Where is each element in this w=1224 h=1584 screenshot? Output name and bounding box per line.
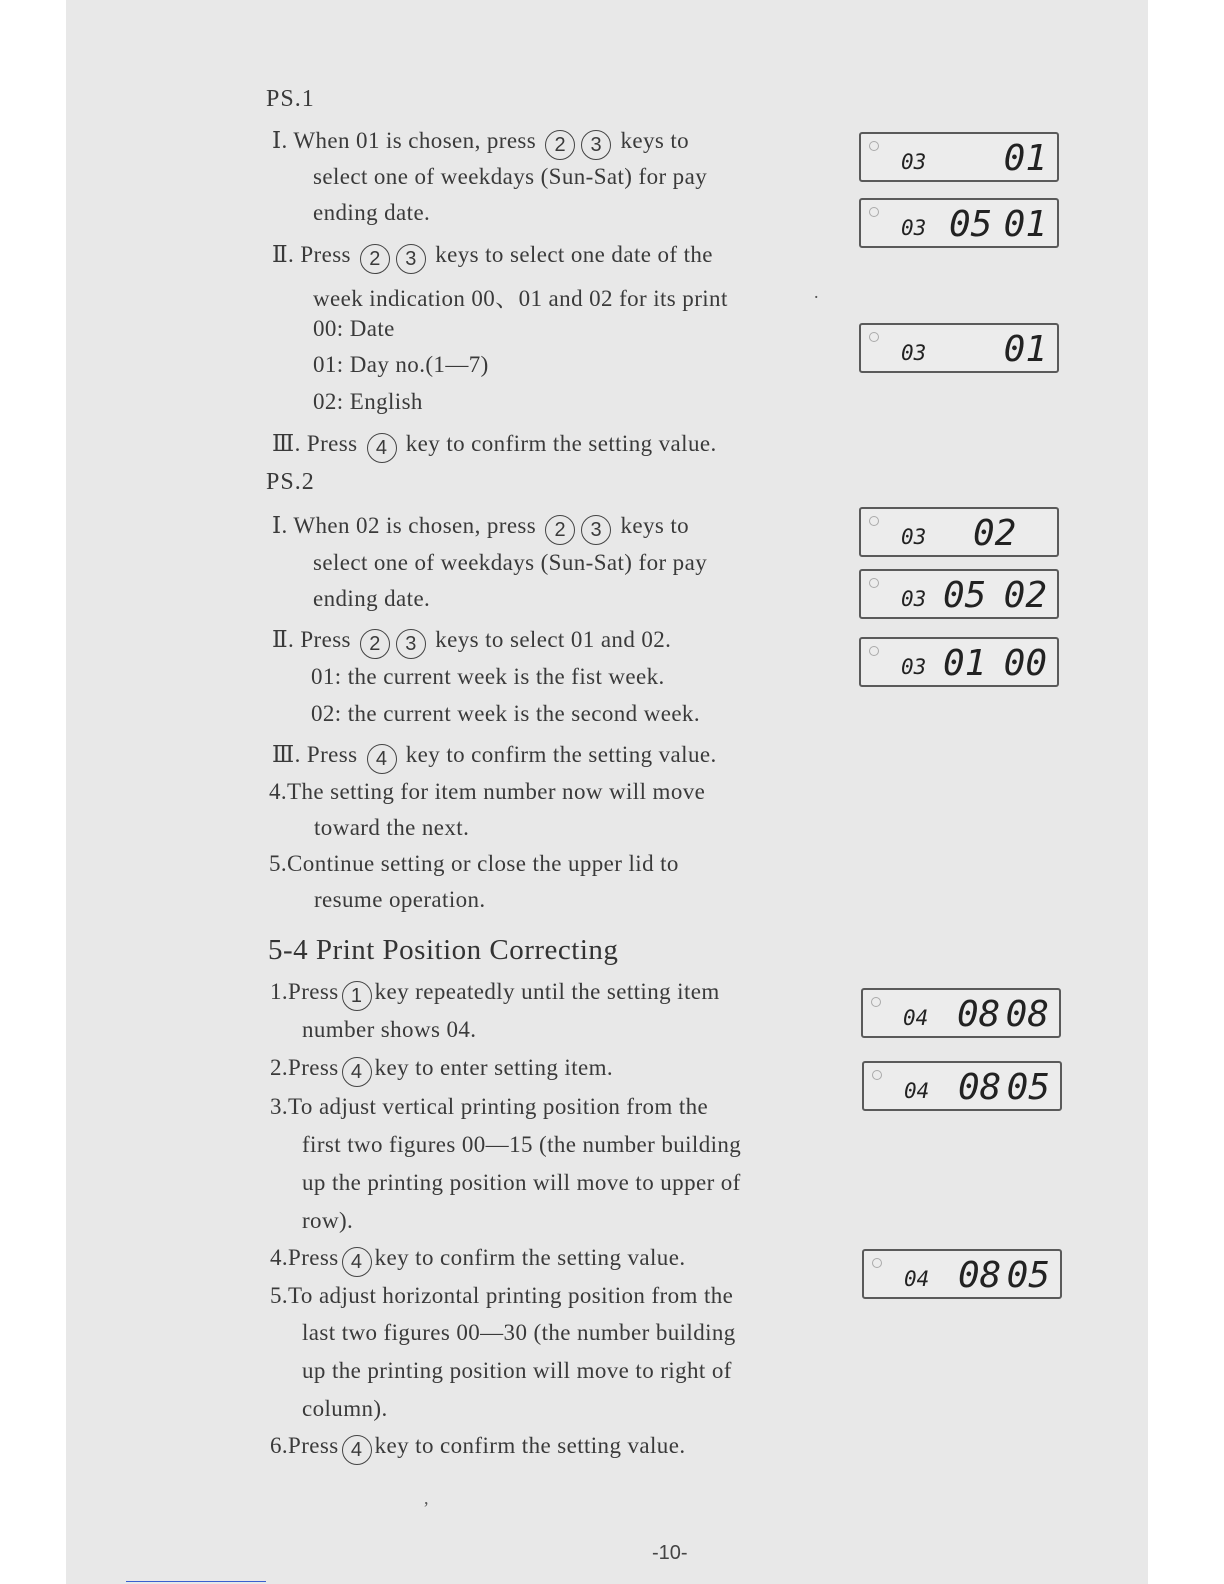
key-3-icon: 3 xyxy=(396,629,426,659)
key-2-icon: 2 xyxy=(360,244,390,274)
key-4-icon: 4 xyxy=(367,433,397,463)
lcd-value-1: 02 xyxy=(973,513,1017,554)
lcd-display xyxy=(859,507,1059,557)
step-text: key repeatedly until the setting item xyxy=(374,979,720,1004)
key-2-icon: 2 xyxy=(545,515,575,545)
section-step-5-line3: up the printing position will move to right of xyxy=(302,1358,732,1383)
ps2-step-5-line2: resume operation. xyxy=(314,887,486,912)
step-number: Ⅱ. xyxy=(272,242,295,267)
lcd-display xyxy=(859,132,1059,182)
step-text: 1.Press xyxy=(270,979,339,1004)
lcd-display xyxy=(859,323,1059,373)
lcd-item-number: 04 xyxy=(904,1079,930,1103)
indicator-dot-icon xyxy=(869,578,879,588)
lcd-display xyxy=(862,1061,1062,1111)
step-text: key to enter setting item. xyxy=(374,1055,614,1080)
lcd-value-2: 01 xyxy=(1003,329,1047,370)
ps1-step-1-line2: select one of weekdays (Sun-Sat) for pay xyxy=(313,164,708,189)
lcd-display xyxy=(861,988,1061,1038)
lcd-value-2: 05 xyxy=(1006,1067,1050,1108)
lcd-item-number: 03 xyxy=(901,216,927,240)
key-3-icon: 3 xyxy=(581,515,611,545)
key-4-icon: 4 xyxy=(367,744,397,774)
key-4-icon: 4 xyxy=(342,1435,372,1465)
ps2-step-4: 4.The setting for item number now will move xyxy=(269,779,706,804)
key-1-icon: 1 xyxy=(342,981,372,1011)
link-underline xyxy=(126,1581,266,1582)
key-4-icon: 4 xyxy=(342,1057,372,1087)
stray-mark: , xyxy=(424,1488,429,1508)
indicator-dot-icon xyxy=(869,141,879,151)
section-step-5: 5.To adjust horizontal printing position from the xyxy=(270,1283,734,1308)
lcd-value-2: 02 xyxy=(1003,575,1047,616)
step-text: 6.Press xyxy=(270,1433,339,1458)
ps2-option-01: 01: the current week is the fist week. xyxy=(311,664,665,689)
ps1-step-2 xyxy=(272,242,713,274)
ps2-step-1 xyxy=(272,513,689,545)
lcd-value-2: 01 xyxy=(1003,138,1047,179)
step-text: Press xyxy=(300,242,351,267)
lcd-value-1: 01 xyxy=(943,643,987,684)
section-step-4 xyxy=(270,1245,685,1277)
lcd-item-number: 03 xyxy=(901,525,927,549)
step-text: keys to xyxy=(620,128,690,153)
ps2-step-5: 5.Continue setting or close the upper lid to xyxy=(269,851,679,876)
lcd-item-number: 03 xyxy=(901,341,927,365)
lcd-value-1: 05 xyxy=(949,204,993,245)
ps1-step-1 xyxy=(272,128,689,160)
key-2-icon: 2 xyxy=(360,629,390,659)
ps2-title: PS.2 xyxy=(266,469,315,495)
ps2-step-1-line2: select one of weekdays (Sun-Sat) for pay xyxy=(313,550,708,575)
step-text: keys to xyxy=(620,513,690,538)
step-text: key to confirm the setting value. xyxy=(374,1245,686,1270)
section-step-5-line4: column). xyxy=(302,1396,388,1421)
section-step-3-line4: row). xyxy=(302,1208,354,1233)
step-number: Ⅲ. xyxy=(272,742,301,767)
ps1-step-1-line3: ending date. xyxy=(313,200,431,225)
lcd-display xyxy=(859,569,1059,619)
ps1-option-01: 01: Day no.(1—7) xyxy=(313,352,489,377)
section-step-6 xyxy=(270,1433,685,1465)
lcd-value-2: 08 xyxy=(1005,994,1049,1035)
stray-mark: . xyxy=(814,282,819,302)
ps2-step-1-line3: ending date. xyxy=(313,586,431,611)
lcd-value-1: 08 xyxy=(958,1067,1002,1108)
section-step-2 xyxy=(270,1055,613,1087)
section-step-3-line2: first two figures 00—15 (the number building xyxy=(302,1132,742,1157)
lcd-value-1: 08 xyxy=(958,1255,1002,1296)
lcd-value-2: 05 xyxy=(1006,1255,1050,1296)
step-text: keys to select 01 and 02. xyxy=(435,627,672,652)
section-step-5-line2: last two figures 00—30 (the number building xyxy=(302,1320,736,1345)
lcd-value-2: 00 xyxy=(1003,643,1047,684)
lcd-value-2: 01 xyxy=(1003,204,1047,245)
step-text: 4.Press xyxy=(270,1245,339,1270)
key-4-icon: 4 xyxy=(342,1247,372,1277)
lcd-display xyxy=(859,198,1059,248)
step-text: Press xyxy=(306,431,358,456)
step-text: key to confirm the setting value. xyxy=(405,742,717,767)
ps2-step-2 xyxy=(272,627,671,659)
section-step-3-line3: up the printing position will move to upper of xyxy=(302,1170,741,1195)
key-3-icon: 3 xyxy=(396,244,426,274)
ps2-option-02: 02: the current week is the second week. xyxy=(311,701,700,726)
lcd-item-number: 03 xyxy=(901,587,927,611)
lcd-item-number: 04 xyxy=(904,1267,930,1291)
indicator-dot-icon xyxy=(872,1070,882,1080)
indicator-dot-icon xyxy=(869,516,879,526)
step-text: Press xyxy=(300,627,351,652)
indicator-dot-icon xyxy=(869,646,879,656)
key-2-icon: 2 xyxy=(545,130,575,160)
step-text: 2.Press xyxy=(270,1055,339,1080)
step-number: Ⅲ. xyxy=(272,431,301,456)
ps1-step-3 xyxy=(272,431,717,463)
step-number: Ⅰ. xyxy=(272,128,288,153)
step-text: key to confirm the setting value. xyxy=(374,1433,686,1458)
lcd-display xyxy=(862,1249,1062,1299)
page-number: -10- xyxy=(652,1542,688,1564)
key-3-icon: 3 xyxy=(581,130,611,160)
ps1-step-2-line2: week indication 00、01 and 02 for its print xyxy=(313,286,728,311)
step-number: Ⅰ. xyxy=(272,513,288,538)
ps2-step-3 xyxy=(272,742,717,774)
step-text: Press xyxy=(306,742,358,767)
section-step-1-line2: number shows 04. xyxy=(302,1017,477,1042)
section-heading: 5-4 Print Position Correcting xyxy=(268,934,619,966)
indicator-dot-icon xyxy=(869,207,879,217)
ps1-title: PS.1 xyxy=(266,86,315,112)
lcd-value-1: 08 xyxy=(957,994,1001,1035)
step-number: Ⅱ. xyxy=(272,627,295,652)
section-step-3: 3.To adjust vertical printing position from the xyxy=(270,1094,709,1119)
lcd-item-number: 04 xyxy=(903,1006,929,1030)
step-text: key to confirm the setting value. xyxy=(405,431,717,456)
section-step-1 xyxy=(270,979,720,1011)
ps1-option-00: 00: Date xyxy=(313,316,395,341)
indicator-dot-icon xyxy=(872,1258,882,1268)
lcd-item-number: 03 xyxy=(901,655,927,679)
step-text: When 01 is chosen, press xyxy=(293,128,537,153)
lcd-item-number: 03 xyxy=(901,150,927,174)
lcd-display xyxy=(859,637,1059,687)
indicator-dot-icon xyxy=(869,332,879,342)
ps1-option-02: 02: English xyxy=(313,389,423,414)
lcd-value-1: 05 xyxy=(943,575,987,616)
indicator-dot-icon xyxy=(871,997,881,1007)
ps2-step-4-line2: toward the next. xyxy=(314,815,470,840)
step-text: keys to select one date of the xyxy=(435,242,713,267)
step-text: When 02 is chosen, press xyxy=(293,513,537,538)
